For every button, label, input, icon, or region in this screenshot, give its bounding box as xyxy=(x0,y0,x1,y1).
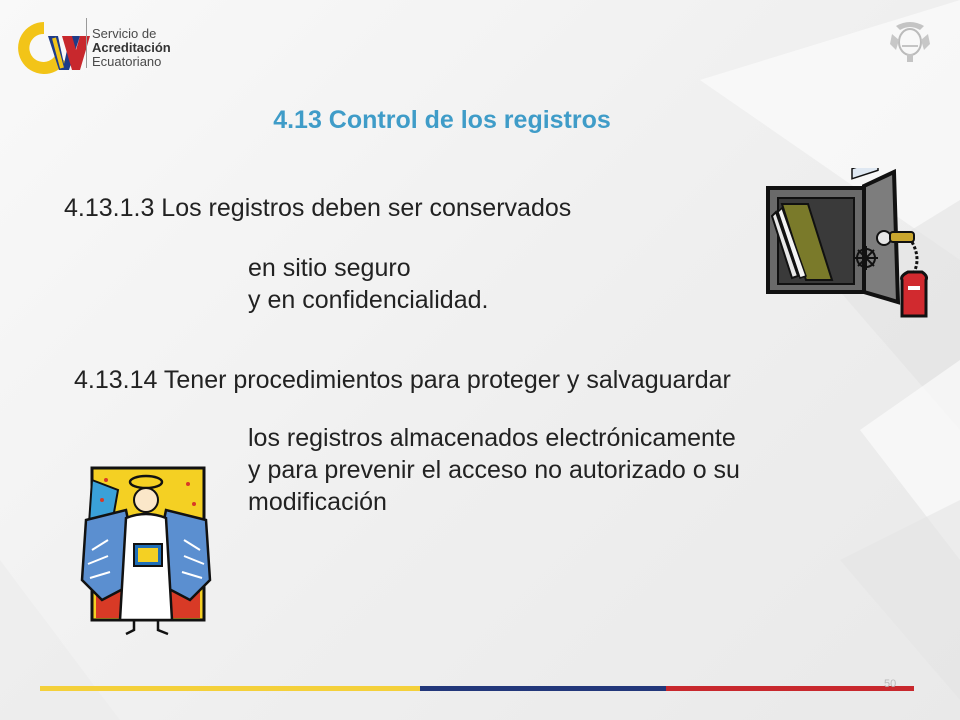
logo-divider xyxy=(86,18,87,68)
footer-bar-yellow xyxy=(40,686,420,691)
coat-of-arms-icon xyxy=(886,16,934,64)
logo-line-3: Ecuatoriano xyxy=(92,54,162,69)
item1-line: en sitio seguro xyxy=(248,254,411,282)
item1-heading: 4.13.1.3 Los registros deben ser conservados xyxy=(64,194,572,222)
logo-text xyxy=(92,27,171,69)
footer-bar-red xyxy=(666,686,914,691)
item2-line: y para prevenir el acceso no autorizado o su xyxy=(248,456,740,484)
item1-body xyxy=(248,252,488,316)
item1-line: y en confidencialidad. xyxy=(248,286,489,314)
angel-icon xyxy=(78,460,214,640)
footer-bar-blue xyxy=(420,686,666,691)
item2-heading: 4.13.14 Tener procedimientos para proteger y salvaguardar xyxy=(74,366,731,394)
item2-line: modificación xyxy=(248,488,387,516)
page-number: 50 xyxy=(884,678,897,690)
logo-line-1: Servicio de xyxy=(92,26,157,41)
item2-line: los registros almacenados electrónicamente xyxy=(248,424,736,452)
institution-logo-icon xyxy=(14,14,94,74)
logo-line-2: Acreditación xyxy=(92,40,171,55)
item2-body xyxy=(248,422,740,518)
slide-title: 4.13 Control de los registros xyxy=(273,106,611,134)
safe-icon xyxy=(762,168,936,322)
